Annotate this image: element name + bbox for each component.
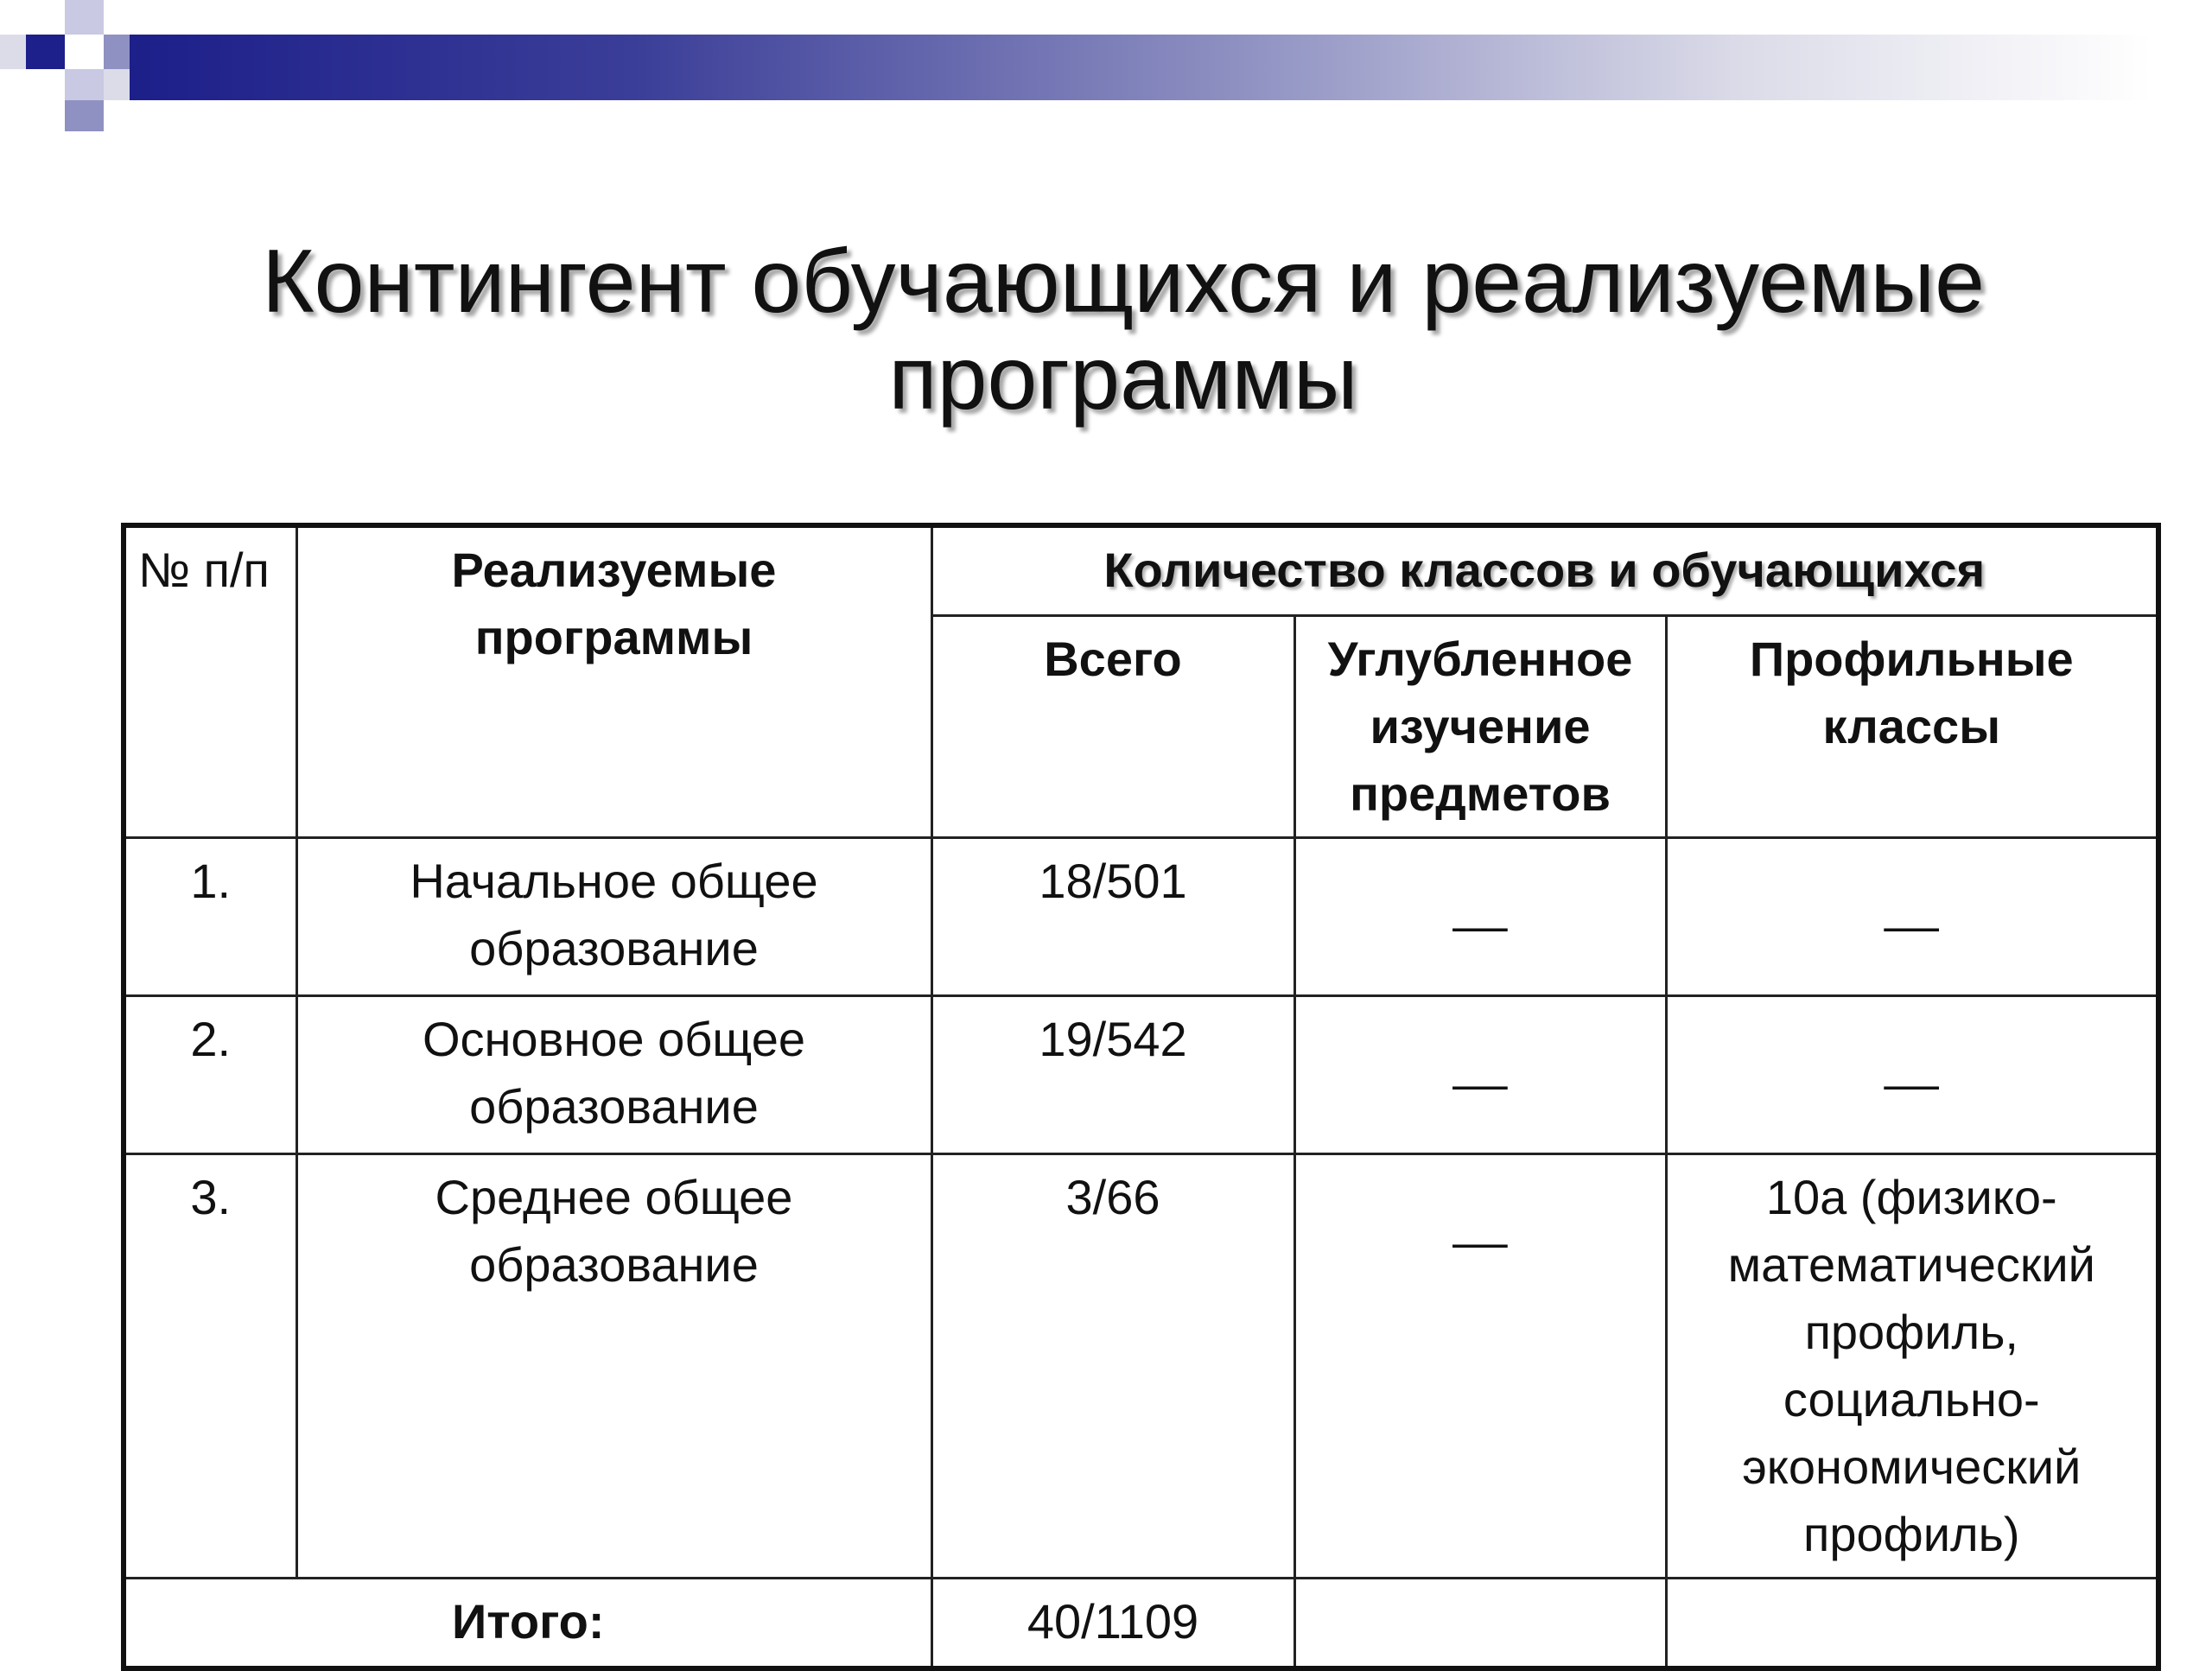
row-total: 18/501 [931, 838, 1294, 996]
row-number: 3. [124, 1154, 296, 1579]
row-advanced [1294, 996, 1666, 1154]
row-number: 2. [124, 996, 296, 1154]
row-profile [1666, 996, 2158, 1154]
decor-square [0, 35, 26, 69]
row-total: 19/542 [931, 996, 1294, 1154]
contingent-table [121, 523, 2161, 1671]
decor-square [65, 0, 104, 35]
row-total: 3/66 [931, 1154, 1294, 1579]
dash-value: __ [1885, 1036, 1939, 1090]
decor-square [65, 69, 104, 100]
header-advanced: Углубленное изучение предметов [1294, 616, 1666, 838]
row-advanced [1294, 838, 1666, 996]
dash-value: __ [1452, 878, 1508, 932]
row-program: Среднее общее образование [296, 1154, 931, 1579]
header-programs: Реализуемые программы [296, 525, 931, 838]
row-profile: 10а (физико-математический профиль, социально-экономический профиль) [1666, 1154, 2158, 1579]
footer-total: 40/1109 [931, 1579, 1294, 1669]
decor-square [26, 35, 65, 69]
row-program: Начальное общее образование [296, 838, 931, 996]
table-row [124, 838, 2158, 996]
decor-square [65, 100, 104, 131]
row-advanced [1294, 1154, 1666, 1579]
header-gradient-bar [130, 35, 2152, 100]
table-row [124, 996, 2158, 1154]
header-total: Всего [931, 616, 1294, 838]
table-row [124, 1154, 2158, 1579]
table-footer-row [124, 1579, 2158, 1669]
header-group: Количество классов и обучающихся [931, 525, 2158, 616]
header-number: № п/п [124, 525, 296, 838]
footer-label: Итого: [124, 1579, 931, 1669]
row-number: 1. [124, 838, 296, 996]
dash-value: __ [1452, 1036, 1508, 1090]
footer-empty-cell [1294, 1579, 1666, 1669]
footer-empty-cell [1666, 1579, 2158, 1669]
dash-value: __ [1452, 1194, 1508, 1248]
dash-value: __ [1885, 878, 1939, 932]
header-profile: Профильные классы [1666, 616, 2158, 838]
row-profile [1666, 838, 2158, 996]
slide-title: Контингент обучающихся и реализуемые программы [262, 232, 1985, 429]
row-program: Основное общее образование [296, 996, 931, 1154]
